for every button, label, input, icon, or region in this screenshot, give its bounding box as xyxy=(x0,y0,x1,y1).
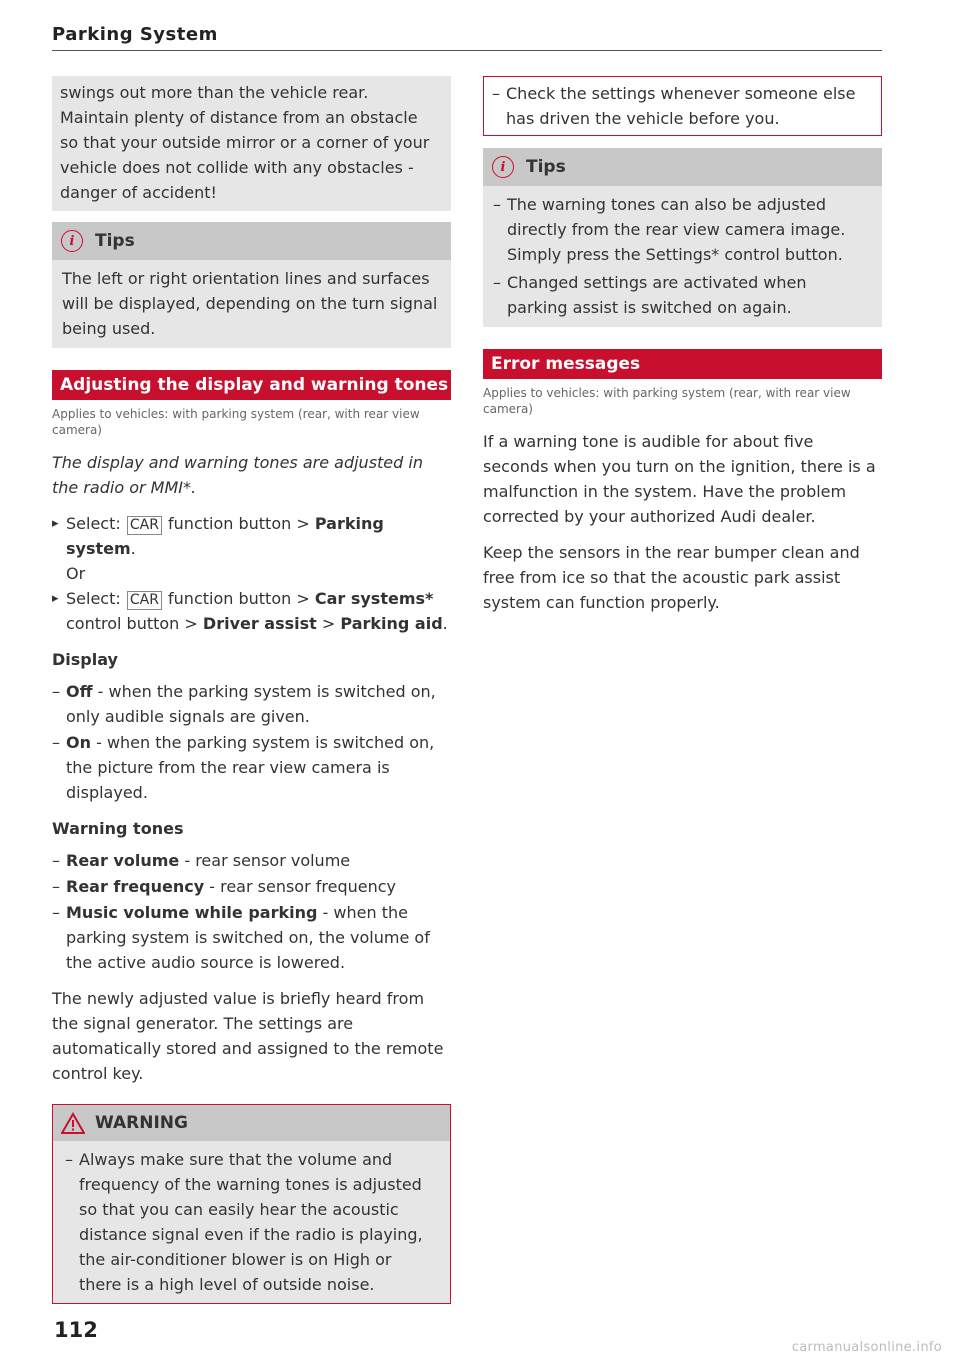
tips-text: The left or right orientation lines and surfaces will be displayed, depending on the turn signal being used. xyxy=(62,269,438,338)
step-prefix: Select: xyxy=(66,514,121,533)
warning-triangle-icon xyxy=(61,1112,85,1134)
warning-text: – Always make sure that the volume and frequency of the warning tones is adjusted so that you can easily hear the acoustic distance signal even if the radio is playing, the air-conditioner blower is on High or there is a high level of outside noise. xyxy=(65,1147,438,1297)
applies-note: Applies to vehicles: with parking system (rear, with rear view camera) xyxy=(483,386,851,416)
warning-box xyxy=(52,1104,451,1304)
section-title: Adjusting the display and warning tones xyxy=(60,375,449,395)
page-header xyxy=(52,24,882,51)
list-item-label: Music volume while parking xyxy=(66,903,318,922)
info-icon: i xyxy=(61,230,83,252)
subheading-warning-tones: Warning tones xyxy=(52,819,184,838)
tips-header xyxy=(483,148,882,186)
step-text: control button > xyxy=(66,614,198,633)
tips-title: Tips xyxy=(95,231,135,251)
step-continuation xyxy=(52,611,451,636)
watermark: carmanualsonline.info xyxy=(791,1340,942,1355)
step-bold: Parking system xyxy=(66,514,384,558)
car-key-button: CAR xyxy=(127,516,162,535)
tips-body xyxy=(483,186,882,327)
list-item-text: - rear sensor volume xyxy=(184,851,351,870)
step-bold: Driver assist xyxy=(202,614,317,633)
step-end: . xyxy=(442,614,448,633)
tips-box xyxy=(52,222,451,348)
tips-title: Tips xyxy=(526,157,566,177)
step-item xyxy=(52,586,451,611)
subheading-display: Display xyxy=(52,650,118,669)
list-item xyxy=(52,679,451,729)
list-item-text: - when the parking system is switched on, the picture from the rear view camera is displayed. xyxy=(66,733,435,802)
list-item-text: - when the parking system is switched on, only audible signals are given. xyxy=(66,682,436,726)
intro-text: The display and warning tones are adjusted in the radio or MMI*. xyxy=(52,453,423,497)
step-bold: Car systems* xyxy=(314,589,434,608)
left-column xyxy=(52,76,451,1304)
list-item xyxy=(52,900,451,975)
list-item-label: Rear volume xyxy=(66,851,180,870)
tips-item: – The warning tones can also be adjusted directly from the rear view camera image. Simply press the Settings* control button. xyxy=(493,192,872,267)
right-column xyxy=(483,76,882,626)
warning-header xyxy=(53,1105,450,1141)
step-separator: > xyxy=(321,614,336,633)
list-item xyxy=(52,848,451,873)
tips-box xyxy=(483,148,882,327)
warning-continuation-text: – Check the settings whenever someone else has driven the vehicle before you. xyxy=(492,81,873,131)
list-item-label: On xyxy=(66,733,91,752)
list-item xyxy=(52,874,451,899)
warning-title: WARNING xyxy=(95,1113,188,1133)
step-item xyxy=(52,511,451,561)
info-icon: i xyxy=(492,156,514,178)
section-title: Error messages xyxy=(491,354,641,374)
error-paragraph: If a warning tone is audible for about five seconds when you turn on the ignition, there is a malfunction in the system. Have the problem corrected by your authorized Audi dealer. xyxy=(483,432,876,526)
tips-header xyxy=(52,222,451,260)
closing-paragraph: The newly adjusted value is briefly heard from the signal generator. The settings are automatically stored and assigned to the remote control key. xyxy=(52,989,444,1083)
list-item-text: - when the parking system is switched on, the volume of the active audio source is lowered. xyxy=(66,903,430,972)
sensor-paragraph: Keep the sensors in the rear bumper clean and free from ice so that the acoustic park assist system can function properly. xyxy=(483,543,860,612)
warning-continuation-box xyxy=(483,76,882,136)
step-prefix: Select: xyxy=(66,589,121,608)
section-heading-error-messages xyxy=(483,349,882,379)
step-bold: Parking aid xyxy=(340,614,443,633)
warning-body xyxy=(53,1141,450,1303)
step-end: . xyxy=(130,539,136,558)
list-item-text: - rear sensor frequency xyxy=(209,877,396,896)
page-number: 112 xyxy=(54,1318,98,1342)
section-heading-adjusting xyxy=(52,370,451,400)
step-text: function button > xyxy=(168,514,310,533)
car-key-button: CAR xyxy=(127,591,162,610)
list-item-label: Off xyxy=(66,682,93,701)
page-title: Parking System xyxy=(52,24,218,45)
warning-continuation xyxy=(52,76,451,211)
list-item-label: Rear frequency xyxy=(66,877,205,896)
list-item xyxy=(52,730,451,805)
tips-item: – Changed settings are activated when parking assist is switched on again. xyxy=(493,270,872,320)
tips-body xyxy=(52,260,451,348)
applies-note: Applies to vehicles: with parking system (rear, with rear view camera) xyxy=(52,407,420,437)
or-text: Or xyxy=(66,564,86,583)
warning-continuation-text: swings out more than the vehicle rear. Maintain plenty of distance from an obstacle so that your outside mirror or a corner of your vehicle does not collide with any obstacles - danger of accident! xyxy=(60,83,430,202)
step-text: function button > xyxy=(168,589,310,608)
